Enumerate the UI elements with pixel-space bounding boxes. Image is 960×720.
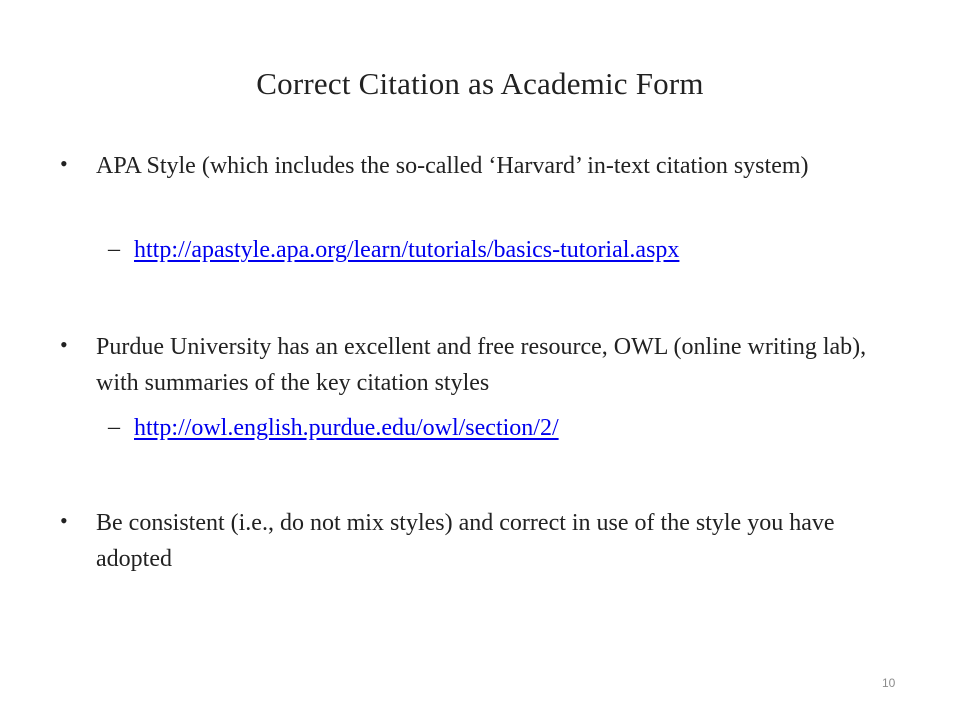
bullet-item-consistency <box>60 505 886 577</box>
apa-tutorial-link[interactable]: http://apastyle.apa.org/learn/tutorials/basics-tutorial.aspx <box>134 237 680 263</box>
slide-title: Correct Citation as Academic Form <box>256 66 704 101</box>
dash-icon: – <box>108 414 120 440</box>
bullet-item-apa <box>60 148 886 184</box>
sub-item-owl-link <box>108 410 894 446</box>
sub-item-apa-link <box>108 232 894 268</box>
bullet-item-purdue <box>60 329 886 401</box>
dash-icon: – <box>108 236 120 262</box>
page-number: 10 <box>882 676 896 690</box>
bullet-text: Purdue University has an excellent and free resource, OWL (online writing lab), with summaries of the key citation styles <box>96 334 867 396</box>
owl-section-link[interactable]: http://owl.english.purdue.edu/owl/section/2/ <box>134 415 559 441</box>
bullet-text: APA Style (which includes the so-called ‘Harvard’ in-text citation system) <box>96 153 809 179</box>
bullet-dot-icon: • <box>60 332 68 357</box>
bullet-dot-icon: • <box>60 151 68 176</box>
bullet-dot-icon: • <box>60 508 68 533</box>
bullet-text: Be consistent (i.e., do not mix styles) and correct in use of the style you have adopted <box>96 510 835 572</box>
